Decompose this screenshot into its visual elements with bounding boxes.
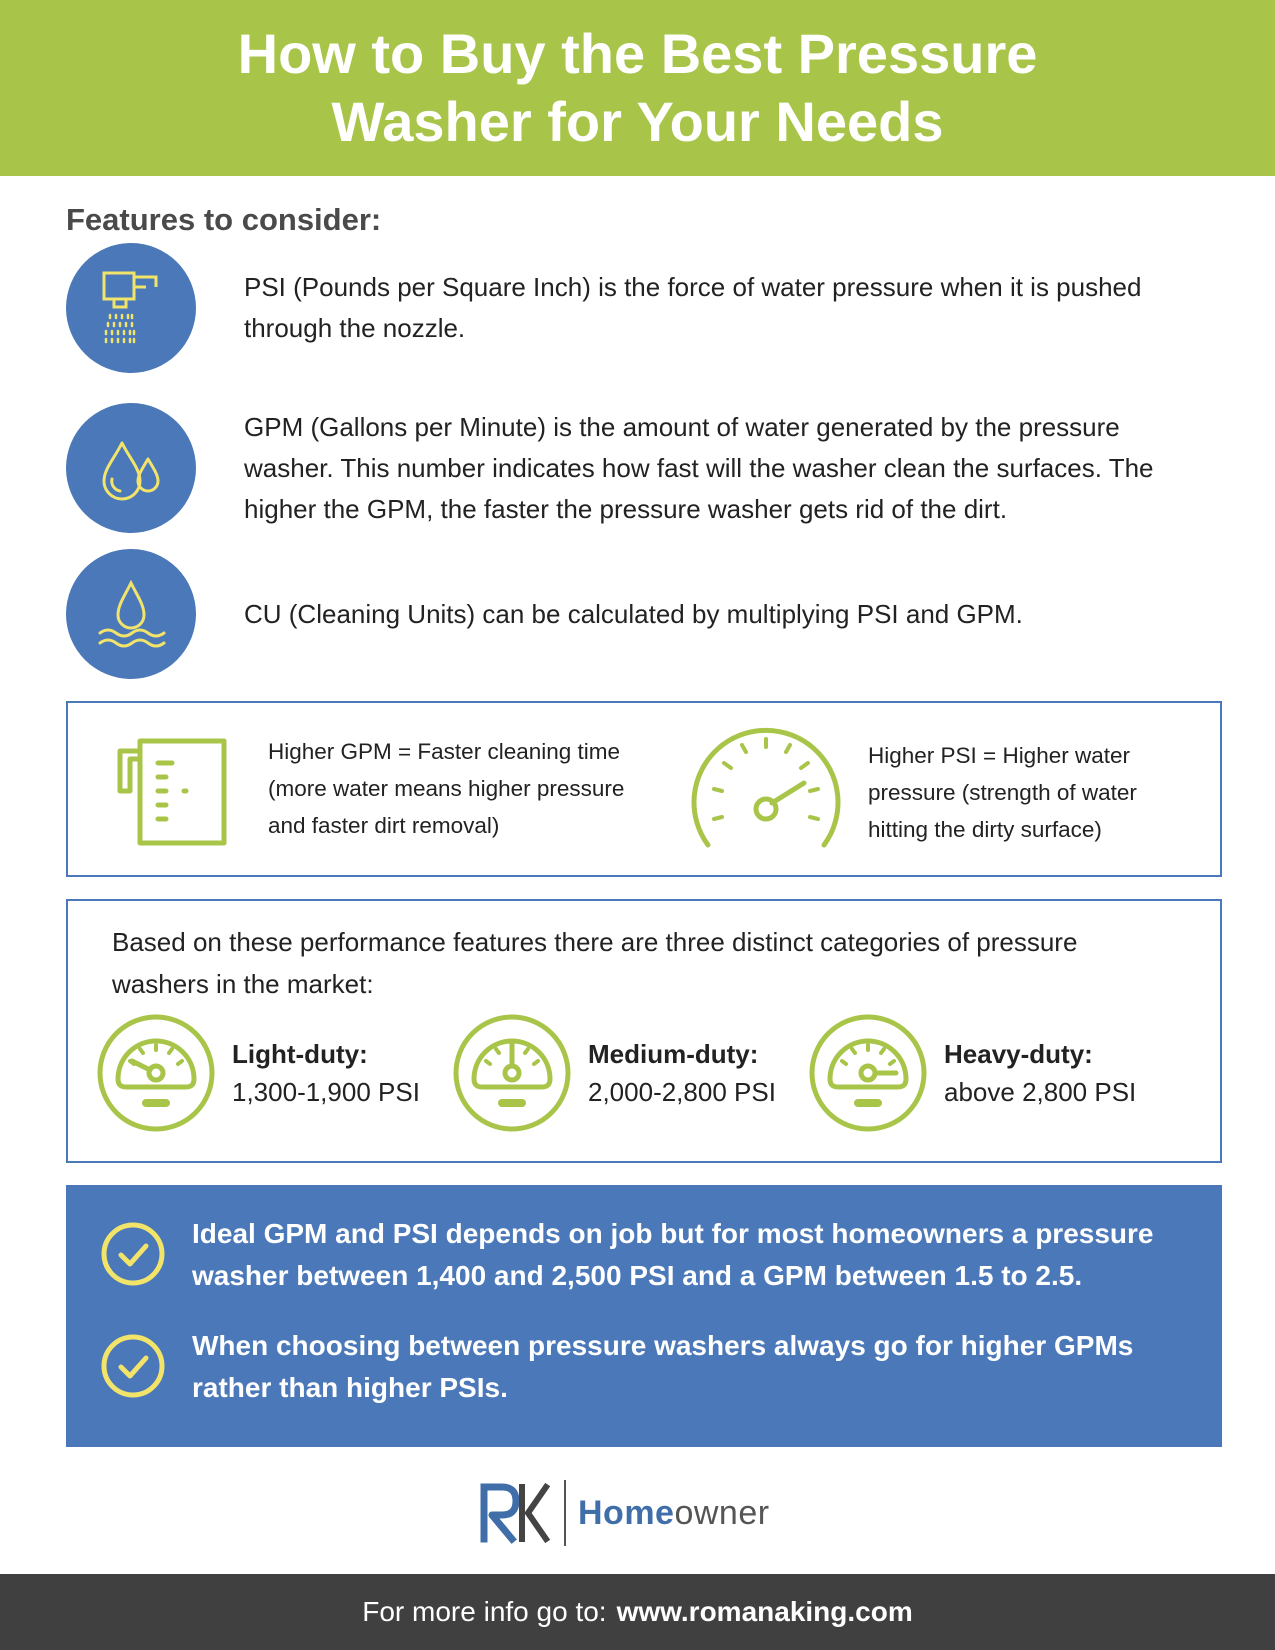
feature-gpm [66,403,1226,533]
feature-psi-text: PSI (Pounds per Square Inch) is the force of water pressure when it is pushed through the nozzle. [244,272,1142,343]
checkmark-icon [100,1333,166,1399]
category-range: 1,300-1,900 PSI [232,1077,420,1107]
category-light-duty [96,1013,420,1133]
category-range: 2,000-2,800 PSI [588,1077,776,1107]
feature-cu [66,549,1226,679]
categories-intro: Based on these performance features there are three distinct categories of pressure washers in the market: [112,927,1078,999]
footer-bar [0,1574,1275,1650]
water-drops-icon [66,403,196,533]
gpm-comparison-text: Higher GPM = Faster cleaning time (more water means higher pressure and faster dirt removal) [268,739,625,838]
rk-logo-icon [478,1481,550,1545]
water-drop-waves-icon [66,549,196,679]
category-heavy-duty [808,1013,1136,1133]
header-banner [0,0,1275,176]
spray-nozzle-icon [66,243,196,373]
page-title: How to Buy the Best Pressure Washer for Your Needs [237,22,1038,153]
feature-cu-text: CU (Cleaning Units) can be calculated by multiplying PSI and GPM. [244,598,1023,629]
category-name: Medium-duty: [588,1039,759,1069]
tip-item [100,1325,1182,1409]
comparison-box [66,701,1222,877]
tip-text: When choosing between pressure washers always go for higher GPMs rather than higher PSIs. [192,1330,1134,1403]
category-name: Heavy-duty: [944,1039,1093,1069]
logo-wordmark: Homeowner [578,1493,770,1532]
gauge-icon-medium [452,1013,572,1133]
feature-gpm-text: GPM (Gallons per Minute) is the amount of water generated by the pressure washer. This number indicates how fast will the washer clean the surfaces. The higher the GPM, the faster the pressure washer gets rid of the dirt. [244,411,1154,524]
logo-divider [564,1480,566,1546]
pressure-gauge-icon [686,727,846,856]
categories-box [66,899,1222,1163]
category-range: above 2,800 PSI [944,1077,1137,1107]
feature-psi [66,243,1226,373]
footer-prefix: For more info go to: [362,1596,607,1627]
tip-text: Ideal GPM and PSI depends on job but for most homeowners a pressure washer between 1,400 and 2,500 PSI and a GPM between 1.5 to 2.5. [192,1218,1154,1291]
category-name: Light-duty: [232,1039,368,1069]
tips-panel [66,1185,1222,1447]
category-medium-duty [452,1013,776,1133]
psi-comparison-text: Higher PSI = Higher water pressure (strength of water hitting the dirty surface) [868,743,1137,842]
features-heading: Features to consider: [66,202,382,237]
checkmark-icon [100,1221,166,1287]
brand-logo [478,1478,770,1548]
measuring-jug-icon [106,733,236,856]
footer-link[interactable]: www.romanaking.com [616,1596,913,1627]
gauge-icon-light [96,1013,216,1133]
tip-item [100,1213,1182,1297]
gauge-icon-heavy [808,1013,928,1133]
